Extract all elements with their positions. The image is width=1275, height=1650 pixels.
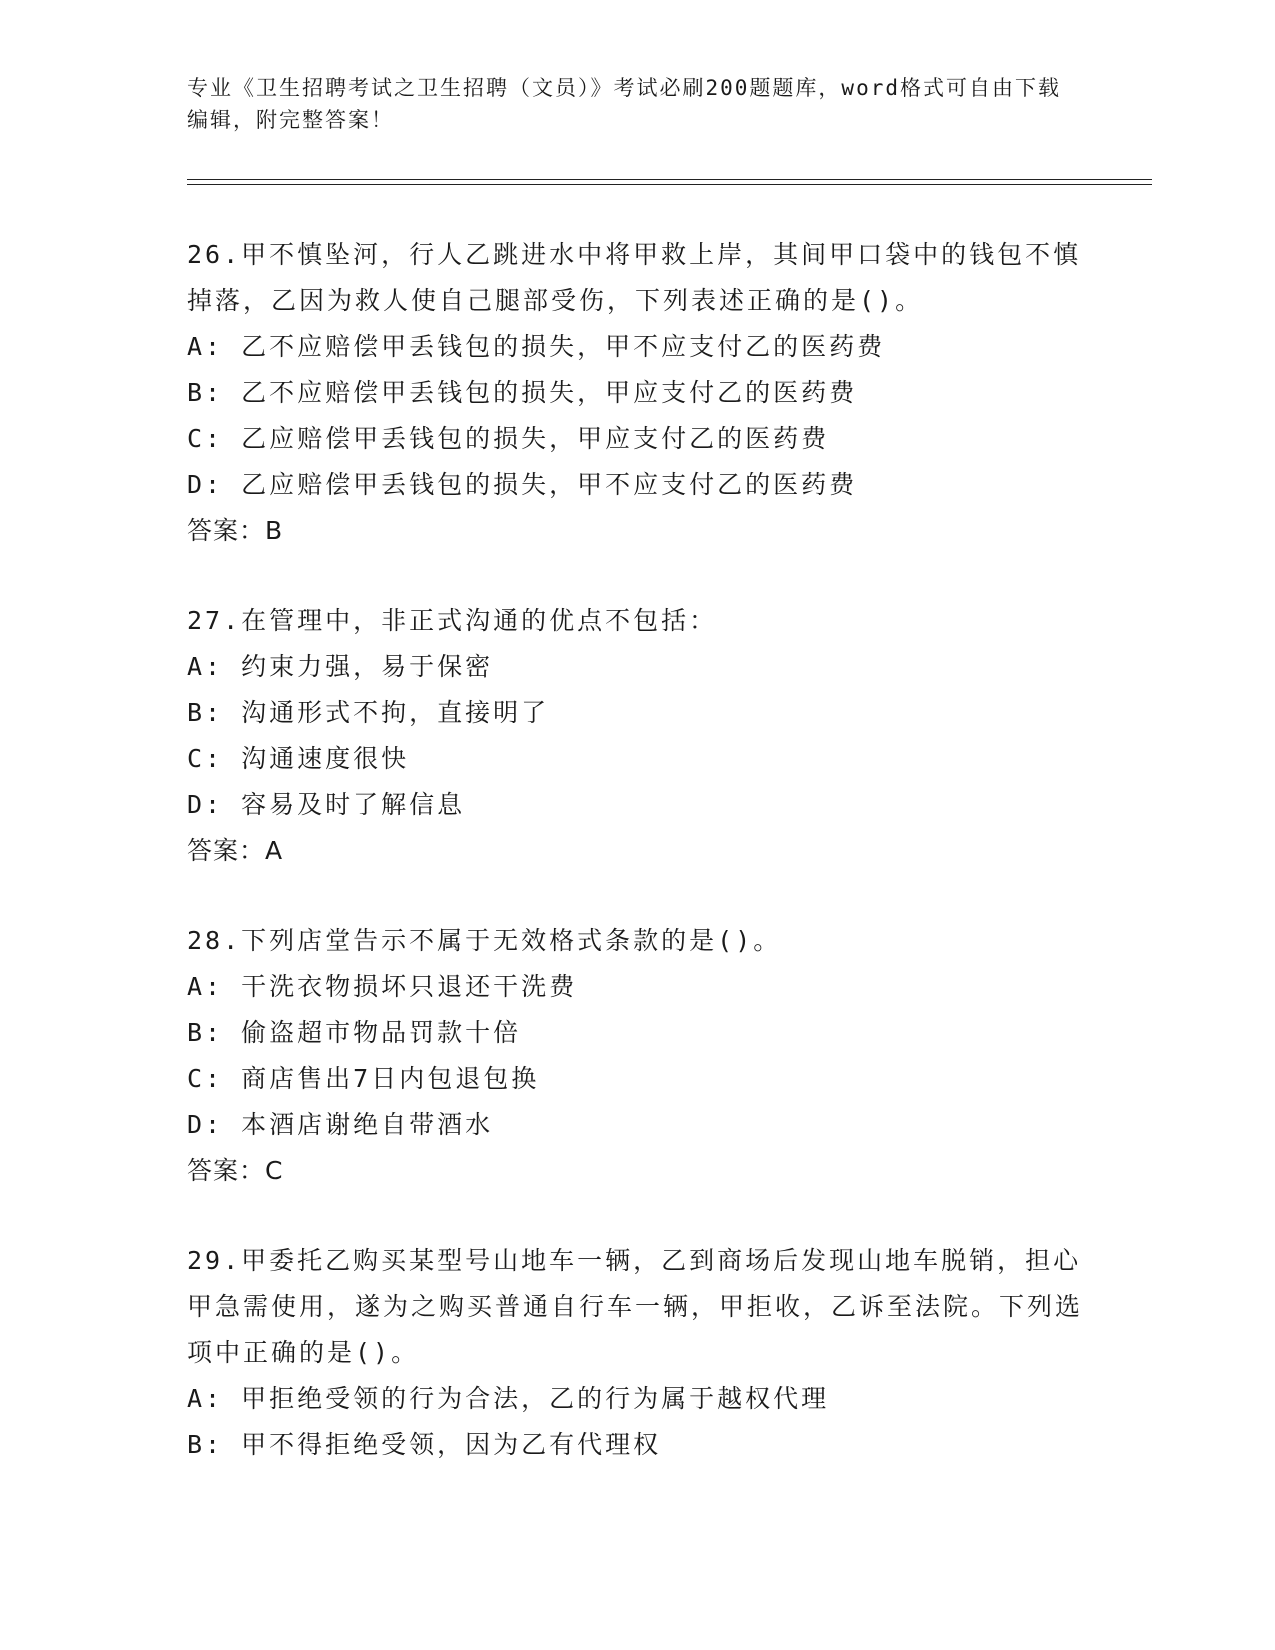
answer-line: 答案：B [187,516,284,545]
question-stem: 29.甲委托乙购买某型号山地车一辆，乙到商场后发现山地车脱销，担心甲急需使用，遂为之购买普通自行车一辆，甲拒收，乙诉至法院。下列选项中正确的是()。 [187,1246,1084,1367]
question-list [187,232,1087,1512]
question-stem: 28.下列店堂告示不属于无效格式条款的是()。 [187,926,782,955]
header-divider-top [187,179,1152,180]
option-b: B: 沟通形式不拘，直接明了 [187,698,550,727]
answer-line: 答案：C [187,1156,284,1185]
option-d: D: 本酒店谢绝自带酒水 [187,1110,494,1139]
question-stem: 27.在管理中，非正式沟通的优点不包括： [187,606,718,635]
question-26 [187,232,1087,554]
document-header: 专业《卫生招聘考试之卫生招聘（文员）》考试必刷200题题库，word格式可自由下载编辑，附完整答案！ [187,76,1061,132]
option-b: B: 乙不应赔偿甲丢钱包的损失，甲应支付乙的医药费 [187,378,858,407]
option-d: D: 容易及时了解信息 [187,790,466,819]
option-b: B: 偷盗超市物品罚款十倍 [187,1018,522,1047]
question-29 [187,1238,1087,1468]
option-d: D: 乙应赔偿甲丢钱包的损失，甲不应支付乙的医药费 [187,470,858,499]
option-a: A: 甲拒绝受领的行为合法，乙的行为属于越权代理 [187,1384,830,1413]
option-a: A: 约束力强，易于保密 [187,652,494,681]
option-c: C: 商店售出7日内包退包换 [187,1064,540,1093]
answer-line: 答案：A [187,836,284,865]
option-a: A: 乙不应赔偿甲丢钱包的损失，甲不应支付乙的医药费 [187,332,886,361]
question-28 [187,918,1087,1194]
header-divider-bottom [187,184,1152,185]
question-27 [187,598,1087,874]
option-c: C: 乙应赔偿甲丢钱包的损失，甲应支付乙的医药费 [187,424,830,453]
option-c: C: 沟通速度很快 [187,744,410,773]
question-stem: 26.甲不慎坠河，行人乙跳进水中将甲救上岸，其间甲口袋中的钱包不慎掉落，乙因为救人使自己腿部受伤，下列表述正确的是()。 [187,240,1082,315]
option-a: A: 干洗衣物损坏只退还干洗费 [187,972,578,1001]
option-b: B: 甲不得拒绝受领，因为乙有代理权 [187,1430,662,1459]
